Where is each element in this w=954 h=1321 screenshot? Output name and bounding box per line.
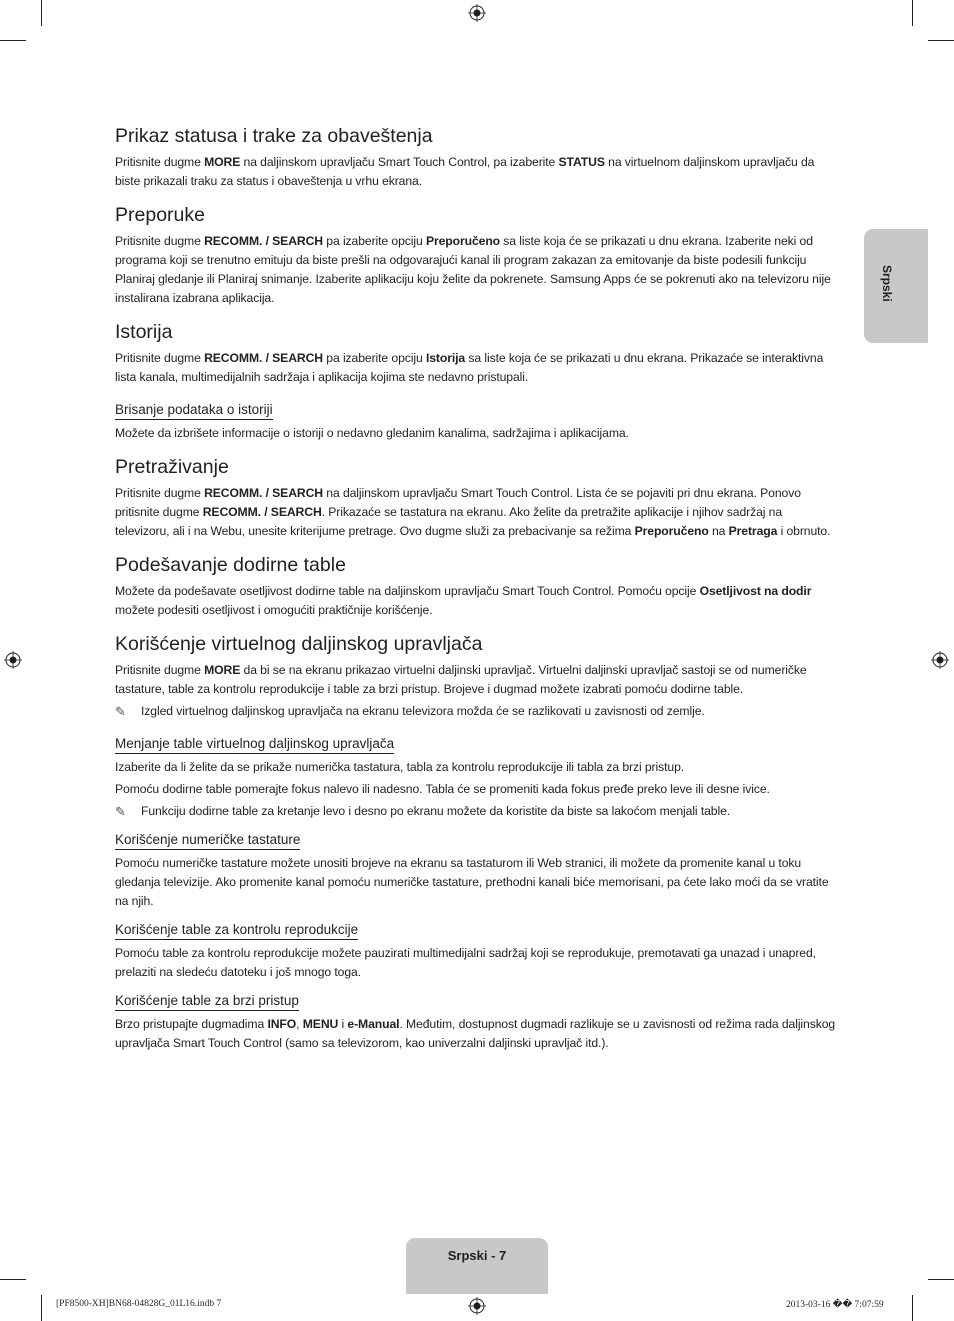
print-footer-left: [PF8500-XH]BN68-04828G_01L16.indb 7: [56, 1299, 222, 1309]
bold-term: Preporučeno: [634, 524, 709, 538]
section-title: Istorija: [115, 321, 173, 343]
registration-mark-icon: [468, 4, 486, 22]
bold-term: Preporučeno: [425, 234, 501, 248]
crop-mark: [928, 1279, 954, 1280]
crop-mark: [41, 0, 42, 26]
section-virtual-remote: [115, 632, 837, 1053]
note-text: Funkciju dodirne table za kretanje levo i desno po ekranu možete da koristite da biste sa lakoćom menjali table.: [141, 804, 731, 818]
bold-term: RECOMM. / SEARCH: [202, 505, 322, 519]
crop-mark: [41, 1295, 42, 1321]
subsection-text: Pomoću dodirne table pomerajte fokus nalevo ili nadesno. Tabla će se promeniti kada fokus pređe preko leve ili desne ivice.: [115, 782, 770, 796]
bold-term: e-Manual: [347, 1017, 400, 1031]
page-number: Srpski - 7: [447, 1248, 507, 1263]
subsection-delete-history: [115, 401, 837, 443]
section-text: Možete da podešavate osetljivost dodirne table na daljinskom upravljaču Smart Touch Control. Pomoću opcije Osetljivost na dodir možete podesiti osetljivost i omogućiti praktičnije korišćenje.: [115, 584, 812, 617]
section-text: Pritisnite dugme MORE da bi se na ekranu prikazao virtuelni daljinski upravljač. Virtuelni daljinski upravljač sastoji se od numeričke tastature, table za kontrolu reprodukcije i table za brzi pristup. Brojeve i dugmad možete izabrati pomoću dodirne table.: [115, 663, 807, 696]
subsection-text: Izaberite da li želite da se prikaže numerička tastatura, tabla za kontrolu reprodukcije ili tabla za brzi pristup.: [115, 760, 685, 774]
bold-term: MORE: [204, 663, 241, 677]
registration-mark-icon: [468, 1297, 486, 1315]
subsection-title: Brisanje podataka o istoriji: [115, 401, 273, 420]
bold-term: RECOMM. / SEARCH: [204, 351, 324, 365]
document-body: [115, 124, 837, 1065]
subsection-text: Brzo pristupajte dugmadima INFO, MENU i e-Manual. Međutim, dostupnost dugmadi razlikuje se u zavisnosti od režima rada daljinskog upravljača Smart Touch Control (samo sa televizorom, kao univerzalni daljinski upravljač itd.).: [115, 1017, 836, 1050]
bold-term: RECOMM. / SEARCH: [204, 486, 324, 500]
section-search: [115, 455, 837, 541]
pencil-note-icon: ✎: [115, 804, 126, 819]
note: [115, 802, 837, 821]
print-footer-right: 2013-03-16 �� 7:07:59: [786, 1300, 884, 1310]
subsection-change-panel: [115, 735, 837, 821]
bold-term: INFO: [267, 1017, 297, 1031]
section-recommendations: [115, 203, 837, 308]
crop-mark: [912, 0, 913, 26]
bold-term: Osetljivost na dodir: [699, 584, 812, 598]
page-number-tab: [406, 1238, 548, 1294]
subsection-text: Pomoću numeričke tastature možete unositi brojeve na ekranu sa tastaturom ili Web stranici, ili možete da promenite kanal u toku gledanja televizije. Ako promenite kanal pomoću numeričke tastature, prethodni kanali biće memorisani, pa ćete lako moći da se vratite na njih.: [115, 856, 829, 908]
section-title: Prikaz statusa i trake za obaveštenja: [115, 125, 433, 147]
bold-term: Pretraga: [728, 524, 778, 538]
crop-mark: [0, 1279, 26, 1280]
section-title: Korišćenje virtuelnog daljinskog upravljača: [115, 633, 483, 655]
subsection-title: Korišćenje table za kontrolu reprodukcije: [115, 921, 358, 940]
pencil-note-icon: ✎: [115, 704, 126, 719]
note-text: Izgled virtuelnog daljinskog upravljača na ekranu televizora možda će se razlikovati u zavisnosti od zemlje.: [141, 704, 705, 718]
bold-term: MORE: [204, 155, 241, 169]
subsection-playback-panel: [115, 921, 837, 982]
section-title: Preporuke: [115, 204, 205, 226]
section-text: Pritisnite dugme RECOMM. / SEARCH na daljinskom upravljaču Smart Touch Control. Lista će se pojaviti pri dnu ekrana. Ponovo pritisnite dugme RECOMM. / SEARCH. Prikazaće se tastatura na ekranu. Ako želite da pretražite aplikacije i njihov sadržaj na televizoru, ali i na Webu, unesite kriterijume pretrage. Ovo dugme služi za prebacivanje sa režima Preporučeno na Pretraga i obrnuto.: [115, 486, 831, 538]
crop-mark: [0, 40, 26, 41]
subsection-text: Pomoću table za kontrolu reprodukcije možete pauzirati multimedijalni sadržaj koji se reprodukuje, premotavati ga unazad i unapred, prelaziti na sledeću datoteku i još mnogo toga.: [115, 946, 816, 979]
section-touchpad: [115, 553, 837, 620]
bold-term: RECOMM. / SEARCH: [204, 234, 324, 248]
subsection-numeric-keypad: [115, 831, 837, 911]
subsection-quick-access: [115, 992, 837, 1053]
bold-term: STATUS: [558, 155, 605, 169]
section-text: Pritisnite dugme MORE na daljinskom upravljaču Smart Touch Control, pa izaberite STATUS na virtuelnom daljinskom upravljaču da biste prikazali traku za status i obaveštenja u vrhu ekrana.: [115, 155, 815, 188]
subsection-title: Korišćenje numeričke tastature: [115, 831, 300, 850]
language-side-tab-label: Srpski: [880, 265, 894, 302]
subsection-title: Menjanje table virtuelnog daljinskog upravljača: [115, 735, 394, 754]
registration-mark-icon: [4, 651, 22, 669]
section-title: Pretraživanje: [115, 456, 229, 478]
subsection-title: Korišćenje table za brzi pristup: [115, 992, 299, 1011]
note: [115, 702, 837, 721]
section-text: Pritisnite dugme RECOMM. / SEARCH pa izaberite opciju Preporučeno sa liste koja će se prikazati u dnu ekrana. Izaberite neki od programa koji se trenutno emituju da biste prešli na odgovarajući kanal ili program zakazan za emitovanje da biste podesili funkciju Planiraj gledanje ili Planiraj snimanje. Izaberite aplikaciju koju želite da pokrenete. Samsung Apps će se pokrenuti ako na televizoru nije instalirana izabrana aplikacija.: [115, 234, 831, 305]
language-side-tab: [864, 229, 928, 343]
section-history: [115, 320, 837, 443]
section-status: [115, 124, 837, 191]
section-title: Podešavanje dodirne table: [115, 554, 346, 576]
bold-term: MENU: [302, 1017, 339, 1031]
crop-mark: [912, 1295, 913, 1321]
subsection-text: Možete da izbrišete informacije o istoriji o nedavno gledanim kanalima, sadržajima i aplikacijama.: [115, 426, 629, 440]
bold-term: Istorija: [425, 351, 466, 365]
section-text: Pritisnite dugme RECOMM. / SEARCH pa izaberite opciju Istorija sa liste koja će se prikazati u dnu ekrana. Prikazaće se interaktivna lista kanala, multimedijalnih sadržaja i aplikacija kojima ste nedavno pristupali.: [115, 351, 824, 384]
crop-mark: [928, 40, 954, 41]
registration-mark-icon: [931, 651, 949, 669]
